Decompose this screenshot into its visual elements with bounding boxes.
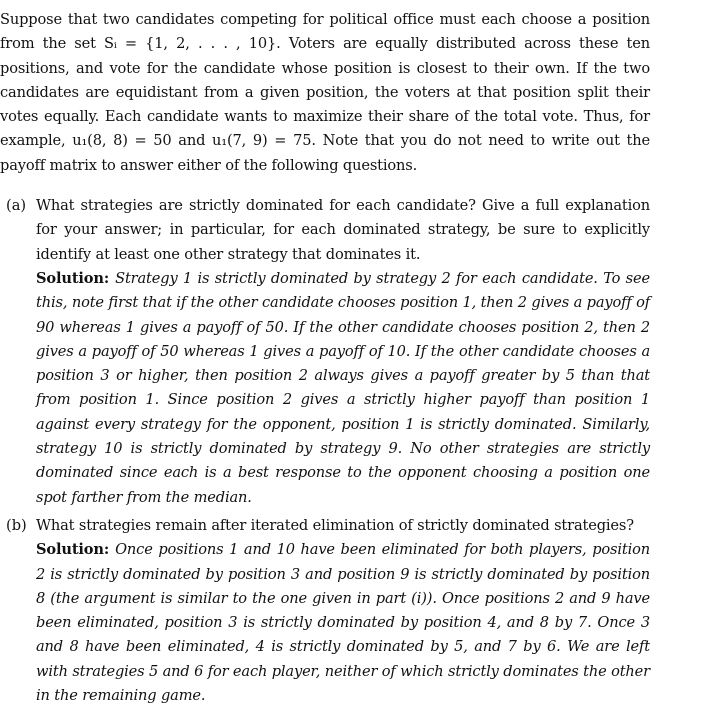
part-a (0, 194, 650, 510)
parts-list (0, 194, 702, 708)
part-a-solution (36, 267, 650, 510)
part-a-solution-text: Strategy 1 is strictly dominated by strategy 2 for each candidate. To see this, note first that if the other candidate chooses position 1, then 2 gives a payoff of 90 whereas 1 gives a payoff of 50. If the other candidate chooses position 2, then 2 gives a payoff of 50 whereas 1 gives a payoff of 10. If the other candidate chooses a position 3 or higher, then position 2 always gives a payoff greater by 5 than that from position 1. Since position 2 gives a strictly higher payoff than position 1 against every strategy for the opponent, position 1 is strictly dominated. Similarly, strategy 10 is strictly dominated by strategy 9. No other strategies are strictly dominated since each is a best response to the opponent choosing a position one spot farther from the median. (36, 269, 650, 506)
problem-statement: Suppose that two candidates competing for political office must each choose a position from the set Sᵢ = {1, 2, . . . , 10}. Voters are equally distributed across these ten positions, and vote for the candidate whose position is closest to their own. If the two candidates are equidistant from a given position, the voters at that position split their votes equally. Each candidate wants to maximize their share of the total vote. Thus, for example, u₁(8, 8) = 50 and u₁(7, 9) = 75. Note that you do not need to write out the payoff matrix to answer either of the following questions. (0, 11, 650, 174)
part-b-solution-heading: Solution: (36, 541, 110, 559)
part-b-label: (b) (6, 516, 27, 534)
part-b (0, 514, 650, 708)
part-a-label: (a) (6, 197, 27, 215)
part-b-question: What strategies remain after iterated elimination of strictly dominated strategies? (36, 516, 634, 534)
part-b-solution-text: Once positions 1 and 10 have been eliminated for both players, position 2 is strictly dominated by position 3 and position 9 is strictly dominated by position 8 (the argument is similar to the one given in part (i)). Once positions 2 and 9 have been eliminated, position 3 is strictly dominated by position 4, and 8 by 7. Once 3 and 8 have been eliminated, 4 is strictly dominated by 5, and 7 by 6. We are left with strategies 5 and 6 for each player, neither of which strictly dominates the other in the remaining game. (36, 541, 650, 705)
part-a-solution-heading: Solution: (36, 269, 110, 287)
part-a-question: What strategies are strictly dominated for each candidate? Give a full explanation for your answer; in particular, for each dominated strategy, be sure to explicitly identify at least one other strategy that dominates it. (36, 197, 650, 263)
part-b-solution (36, 538, 650, 708)
